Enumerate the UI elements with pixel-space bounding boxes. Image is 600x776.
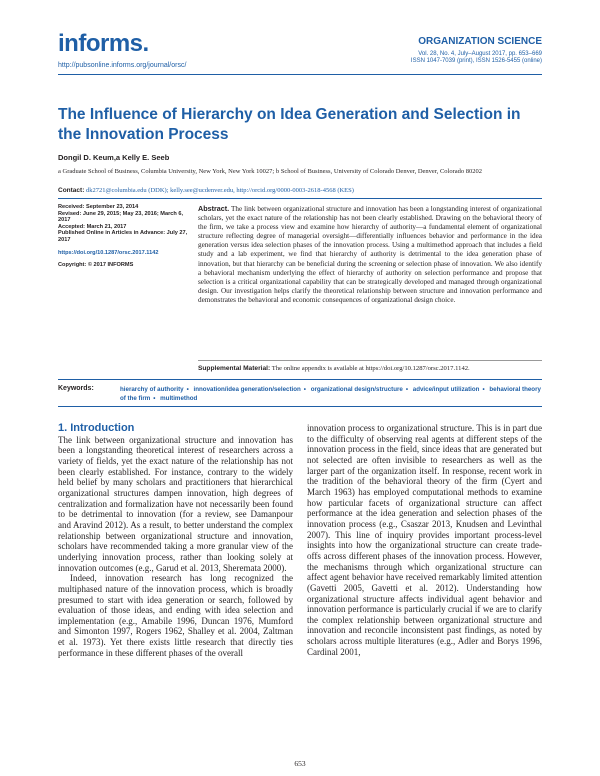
journal-url-link[interactable]: http://pubsonline.informs.org/journal/orsc/ xyxy=(58,62,187,69)
journal-meta xyxy=(411,51,542,65)
header-rule xyxy=(58,74,542,75)
left-column xyxy=(58,423,293,658)
page-number: 653 xyxy=(294,759,306,768)
keyword[interactable]: behavioral theory of the firm xyxy=(120,386,541,402)
informs-logo[interactable]: informs. xyxy=(58,30,149,57)
contact-label: Contact: xyxy=(58,187,85,194)
history-published: Published Online in Articles in Advance: July 27, 2017 xyxy=(58,230,188,243)
history-revised: Revised: June 29, 2015; May 23, 2016; March 6, 2017 xyxy=(58,210,183,224)
journal-name: ORGANIZATION SCIENCE xyxy=(418,36,542,47)
contact-line xyxy=(58,187,542,194)
supplemental-material xyxy=(198,365,542,372)
keyword[interactable]: hierarchy of authority xyxy=(120,386,184,393)
paragraph: innovation process to organizational structure. This is in part due to the difficulty of observing real agents at different steps of the innovation process in the field, since ideas that are generated but not selected are often invisible to researchers as well as the larger part of the organization itself. In response, recent work in the tradition of the behavioral theory of the firm (Cyert and March 1963) has employed computational methods to examine how particular facets of organizational structure can affect performance at the idea generation and selection phases of the innovation process (e.g., Csaszar 2013, Knudsen and Levinthal 2007). This line of inquiry provides important process-level insights into how the organizational structure can create trade-offs across different phases of the innovation process. However, the mechanisms through which organizational structure can affect agent behavior have received remarkably limited attention (Gavetti 2005, Gavetti et al. 2012). Understanding how organizational structure affects individual agent behavior and innovation performance is particularly crucial if we are to clarify the complex relationship between organizational structure and innovation and reconcile inconsistent past findings, as noted by scholars across multiple literatures (e.g., Adler and Borys 1996, Cardinal 2001, xyxy=(307,423,542,657)
abstract xyxy=(198,204,542,305)
supp-label: Supplemental Material: xyxy=(198,365,271,372)
contact-links[interactable]: dk2721@columbia.edu (DDK); kelly.see@ucdenver.edu, http://orcid.org/0000-0003-2618-4568 (KES) xyxy=(85,187,354,194)
keywords-label: Keywords: xyxy=(58,385,94,392)
authors: Dongil D. Keum,a Kelly E. Seeb xyxy=(58,153,170,162)
keywords-rule xyxy=(58,379,542,380)
right-column xyxy=(307,423,542,657)
keyword[interactable]: organizational design/structure xyxy=(310,386,403,393)
supp-text[interactable]: The online appendix is available at https://doi.org/10.1287/orsc.2017.1142. xyxy=(271,365,470,372)
keyword[interactable]: advice/input utilization xyxy=(412,386,480,393)
abstract-label: Abstract. xyxy=(198,204,230,213)
abstract-rule xyxy=(198,360,542,361)
history-accepted: Accepted: March 21, 2017 xyxy=(58,223,127,230)
copyright: Copyright: © 2017 INFORMS xyxy=(58,262,134,269)
doi-link[interactable]: https://doi.org/10.1287/orsc.2017.1142 xyxy=(58,249,159,256)
volume-line: Vol. 28, No. 4, July–August 2017, pp. 653–669 xyxy=(418,51,542,57)
keyword[interactable]: multimethod xyxy=(160,395,198,402)
body-rule xyxy=(58,406,542,407)
keywords-list: hierarchy of authority • innovation/idea generation/selection • organizational design/structure • advice/input utilization • behavioral theory of the firm • multimethod xyxy=(120,386,541,402)
article-history xyxy=(58,204,188,269)
keyword[interactable]: innovation/idea generation/selection xyxy=(193,386,301,393)
paragraph: The link between organizational structure and innovation has been a longstanding theoretical interest of researchers across a variety of fields, yet the exact nature of the relationship has not been clearly established. For instance, contrary to the widely held belief by many scholars and practitioners that hierarchical organizational structures dampen innovation, high degrees of centralization and formalization have not necessarily been found to be detrimental to innovation (for a review, see Damanpour and Aravind 2012). As a result, to better understand the complex relationship between organizational structure and innovation, scholars have recommended taking a more granular view of the underlying innovation process, rather than looking solely at innovation outcomes (e.g., Garud et al. 2013, Sheremata 2000). xyxy=(58,434,293,573)
issn-line: ISSN 1047-7039 (print), ISSN 1526-5455 (online) xyxy=(410,58,542,64)
article-title: The Influence of Hierarchy on Idea Generation and Selection in the Innovation Process xyxy=(58,106,521,143)
paragraph: Indeed, innovation research has long recognized the multiphased nature of the innovation process, which is broadly presumed to start with idea generation or search, followed by evaluation of those ideas, and ending with idea selection and implementation (e.g., Amabile 1996, Duncan 1976, Mumford and Simonton 1997, Rogers 1962, Shalley et al. 2004, Zaltman et al. 1973). Yet there exists little research that directly ties performance in these different phases of the overall xyxy=(58,573,293,658)
section-title: 1. Introduction xyxy=(58,422,135,434)
abstract-text: The link between organizational structure and innovation has been a longstanding interest of organizational scholars, yet the exact nature of the relationship has not been clearly established. Drawing on the behavioral theory of the firm, we take a process view and examine how hierarchy of authority—a fundamental element of organizational structure reflecting degree of managerial oversight—differentially influences behavior and performance in the idea generation versus idea selection phases of the innovation process. Using a multimethod approach that includes a field study and a lab experiment, we find that hierarchy of authority is detrimental to the idea generation phase of innovation, but that hierarchy can be beneficial during the screening or selection phase of innovation. We also identify a behavioral mechanism underlying the effect of hierarchy of authority on selection performance and propose that selection is a critical organizational capability that can be strategically developed and managed through organizational design. Our investigation helps clarify the theoretical relationship between structure and innovation performance and demonstrates the behavioral and economic consequences of organizational design choice. xyxy=(198,205,542,304)
affiliations: a Graduate School of Business, Columbia University, New York, New York 10027; b School of Business, University of Colorado Denver, Denver, Colorado 80202 xyxy=(58,168,483,175)
meta-rule xyxy=(58,198,542,199)
history-received: Received: September 23, 2014 xyxy=(58,204,139,210)
